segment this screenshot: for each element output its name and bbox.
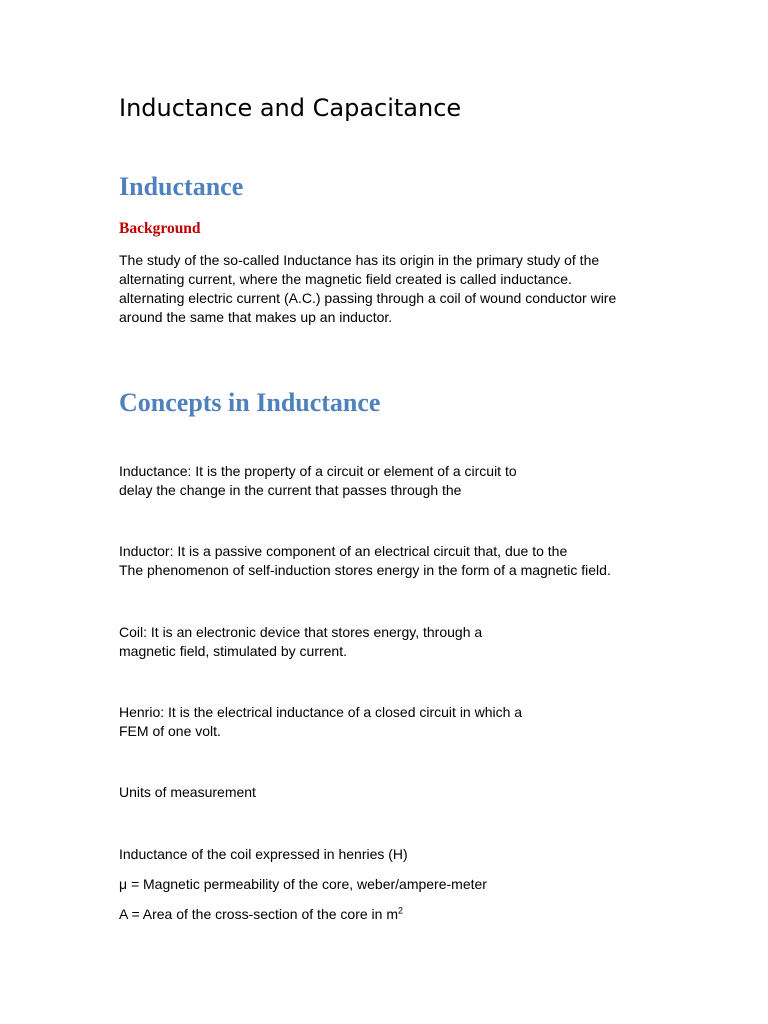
definition-line: The phenomenon of self-induction stores energy in the form of a magnetic field.: [119, 562, 611, 578]
definition-line: delay the change in the current that passes through the: [119, 482, 462, 498]
unit-mu-line: μ = Magnetic permeability of the core, weber/ampere-meter: [119, 876, 487, 892]
henrio-definition: [119, 703, 522, 741]
paragraph-line: alternating current, where the magnetic field created is called inductance.: [119, 271, 572, 287]
unit-area-line: [119, 905, 403, 924]
unit-area-text: A = Area of the cross-section of the core in m: [119, 906, 398, 922]
subheading-background: Background: [119, 220, 201, 237]
paragraph-line: The study of the so-called Inductance has its origin in the primary study of the: [119, 252, 600, 268]
inductor-definition: [119, 542, 611, 580]
definition-line: Inductance: It is the property of a circuit or element of a circuit to: [119, 463, 517, 479]
section-heading-inductance: Inductance: [119, 172, 244, 201]
document-title: Inductance and Capacitance: [119, 94, 462, 122]
units-heading: Units of measurement: [119, 784, 256, 800]
definition-line: Henrio: It is the electrical inductance of a closed circuit in which a: [119, 704, 523, 720]
definition-line: FEM of one volt.: [119, 723, 221, 739]
paragraph-line: around the same that makes up an inductor.: [119, 309, 393, 325]
background-paragraph: [119, 251, 616, 327]
section-heading-concepts: Concepts in Inductance: [119, 388, 381, 417]
inductance-definition: [119, 462, 517, 500]
coil-definition: [119, 623, 482, 661]
paragraph-line: alternating electric current (A.C.) passing through a coil of wound conductor wire: [119, 290, 617, 306]
definition-line: Coil: It is an electronic device that stores energy, through a: [119, 624, 483, 640]
definition-line: magnetic field, stimulated by current.: [119, 643, 347, 659]
definition-line: Inductor: It is a passive component of an electrical circuit that, due to the: [119, 543, 568, 559]
superscript-two: 2: [397, 905, 403, 916]
unit-inductance-line: Inductance of the coil expressed in henries (H): [119, 846, 408, 862]
